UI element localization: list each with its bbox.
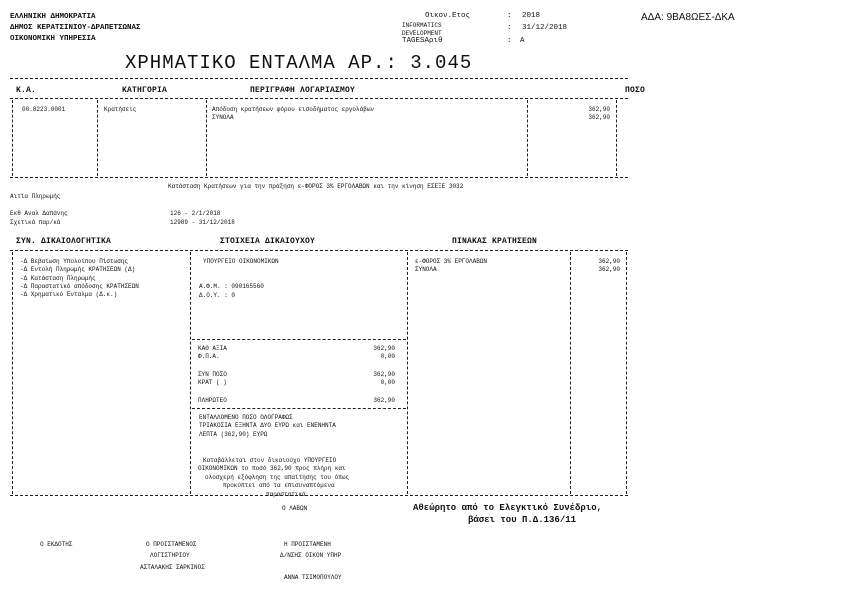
head-acc-unit: ΛΟΓΙΣΤΗΡΙΟΥ (150, 552, 190, 559)
sec-vline-3 (407, 252, 408, 494)
total-value: 362,90 (373, 371, 395, 378)
org-line-3: ΟΙΚΟΝΟΜΙΚΗ ΥΠΗΡΕΣΙΑ (10, 35, 96, 43)
amounts-top-rule (192, 339, 406, 340)
table1-vline-4 (527, 100, 528, 176)
col-description: ΠΕΡΙΓΡΑΦΗ ΛΟΓΑΡΙΑΣΜΟΥ (250, 86, 356, 95)
vat-value: 0,00 (380, 353, 395, 360)
table1-header-rule (10, 98, 628, 99)
table1-bottom-rule (10, 177, 628, 178)
document-item: -Δ Κατάσταση Πληρωμής (20, 275, 96, 282)
statement-line-3: ολοσχερή εξόφληση της απαίτησης του όπως (205, 474, 350, 481)
beneficiary-name: ΥΠΟΥΡΓΕΙΟ ΟΙΚΟΝΟΜΙΚΩΝ (203, 258, 279, 265)
withholding-item-amount: 362,90 (598, 258, 620, 265)
colon-3: : (507, 37, 512, 45)
amount-words-1: ΕΝΤΑΛΛΟΜΕΝΟ ΠΟΣΟ ΟΛΟΓΡΑΦΩΣ (199, 414, 293, 421)
amounts-bottom-rule (192, 408, 406, 409)
sections-bottom-rule (10, 495, 628, 496)
col-amount: ΠΟΣΟ (625, 86, 646, 95)
table1-vline-1 (12, 100, 13, 176)
withholding-total-label: ΣΥΝΟΛΑ (415, 266, 437, 273)
description-total-label: ΣΥΝΟΛΑ (212, 114, 234, 121)
head-acc-name: ΑΣΤΑΛΑΚΗΣ ΣΑΡΚΙΝΟΣ (140, 564, 205, 571)
beneficiary-afm: Α.Φ.Μ. : 090165560 (199, 283, 264, 290)
beneficiary-header: ΣΤΟΙΧΕΙΑ ΔΙΚΑΙΟΥΧΟΥ (220, 237, 316, 246)
payment-reason: Αιτία Πληρωμής (10, 193, 61, 200)
overlap-informatics: INFORMATICS (402, 22, 442, 29)
commitment-value: 126 - 2/1/2018 (170, 210, 221, 217)
head-fin-title: Η ΠΡΟΙΣΤΑΜΕΝΗ (284, 541, 331, 548)
related-value: 12989 - 31/12/2018 (170, 219, 235, 226)
table1-vline-3 (206, 100, 207, 176)
document-item: -Δ Εντολή Πληρωμής ΚΡΑΤΗΣΕΩΝ (Δ) (20, 266, 136, 273)
org-line-1: ΕΛΛΗΝΙΚΗ ΔΗΜΟΚΡΑΤΙΑ (10, 13, 96, 21)
docs-header: ΣΥΝ. ΔΙΚΑΙΟΛΟΓΗΤΙΚΑ (16, 237, 112, 246)
ka-code: 00.8223.0001 (22, 106, 66, 113)
audit-line-2: βάσει του Π.Δ.136/11 (468, 515, 577, 525)
sec-vline-1 (12, 252, 13, 494)
table1-top-rule (10, 78, 628, 79)
description-value: Απόδοση κρατήσεων φόρου εισοδήματος εργολάβων (212, 106, 375, 113)
date-value: 31/12/2018 (522, 24, 568, 32)
issuer-label: Ο ΕΚΔΟΤΗΣ (40, 541, 73, 548)
table1-vline-2 (97, 100, 98, 176)
deductions-value: 0,00 (380, 379, 395, 386)
amount-value: 362,90 (588, 106, 610, 113)
statement-line-5: παραστατικά (266, 491, 306, 498)
document-item: -Δ Χρηματικό Ένταλμα (Δ.κ.) (20, 291, 118, 298)
amount-total: 362,90 (588, 114, 610, 121)
statement-line-2: ΟΙΚΟΝΟΜΙΚΩΝ το ποσό 362,90 προς πλήρη και (198, 465, 346, 472)
payable-value: 362,90 (373, 397, 395, 404)
table1-vline-5 (616, 100, 617, 176)
amount-words-3: ΛΕΠΤΑ (362,90) ΕΥΡΩ (199, 431, 268, 438)
withholding-item: ε-ΦΟΡΟΣ 3% ΕΡΓΟΛΑΒΩΝ (415, 258, 488, 265)
statement-line-4: προκύπτει από τα επισυναπτόμενα (223, 482, 335, 489)
sections-top-rule (10, 250, 628, 251)
withholding-note: Κατάσταση Κρατήσεων για την πράξηση ε-ΦΟΡΟΣ 3% ΕΡΓΟΛΑΒΩΝ και την κίνηση ΕΣΕΞΕ 3032 (168, 183, 464, 190)
receiver-label: Ο ΛΑΒΩΝ (282, 505, 308, 512)
fiscal-year-label: Οικον.Ετος (425, 12, 471, 20)
commitment-label: Εκθ Αναλ Δαπάνης (10, 210, 68, 217)
gross-label: ΚΑΘ ΑΞΙΑ (198, 345, 227, 352)
gross-value: 362,90 (373, 345, 395, 352)
related-label: Σχετικά παρ/κά (10, 219, 61, 226)
org-line-2: ΔΗΜΟΣ ΚΕΡΑΤΣΙΝΙΟΥ-ΔΡΑΠΕΤΣΩΝΑΣ (10, 24, 141, 32)
head-fin-name: ΑΝΝΑ ΤΣΙΜΟΠΟΥΛΟΥ (284, 574, 342, 581)
col-category: ΚΑΤΗΓΟΡΙΑ (122, 86, 168, 95)
overlap-development: DEVELOPMENT (402, 30, 442, 37)
fiscal-year-value: 2018 (522, 12, 541, 20)
vat-label: Φ.Π.Α. (198, 353, 220, 360)
tag-label: TAGESΑριθ (402, 37, 443, 45)
document-item: -Δ Βεβαίωση Υπολοίπου Πίστωσης (20, 258, 129, 265)
head-acc-title: Ο ΠΡΟΙΣΤΑΜΕΝΟΣ (146, 541, 197, 548)
head-fin-unit: Δ/ΝΣΗΣ ΟΙΚΟΝ ΥΠΗΡ (280, 552, 342, 559)
page-title: ΧΡΗΜΑΤΙΚΟ ΕΝΤΑΛΜΑ ΑΡ.: 3.045 (125, 52, 473, 74)
beneficiary-doy: Δ.Ο.Υ. : 0 (199, 292, 236, 299)
colon-1: : (507, 12, 512, 20)
document-item: -Δ Παραστατικό απόδοσης ΚΡΑΤΗΣΕΩΝ (20, 283, 139, 290)
col-ka: Κ.Α. (16, 86, 37, 95)
withholding-total: 362,90 (598, 266, 620, 273)
withholdings-header: ΠΙΝΑΚΑΣ ΚΡΑΤΗΣΕΩΝ (452, 237, 538, 246)
category-value: Κρατήσεις (104, 106, 137, 113)
ada-code: ΑΔΑ: 9ΒΑ8ΩΕΣ-ΔΚΑ (641, 12, 735, 23)
total-label: ΣΥΝ ΠΟΣΟ (198, 371, 227, 378)
audit-line-1: Αθεώρητο από το Ελεγκτικό Συνέδριο, (413, 503, 603, 513)
payable-label: ΠΛΗΡΩΤΕΟ (198, 397, 227, 404)
deductions-label: ΚΡΑΤ ( ) (198, 379, 227, 386)
sec-vline-2 (190, 252, 191, 494)
sec-vline-4 (570, 252, 571, 494)
sec-vline-5 (626, 252, 627, 494)
amount-words-2: ΤΡΙΑΚΟΣΙΑ ΕΞΗΝΤΑ ΔΥΟ ΕΥΡΩ και ΕΝΕΝΗΝΤΑ (199, 422, 336, 429)
statement-line-1: Καταβάλλεται στον δικαιούχο ΥΠΟΥΡΓΕΙΟ (203, 457, 337, 464)
colon-2: : (507, 24, 512, 32)
tag-value: Α (520, 37, 525, 45)
